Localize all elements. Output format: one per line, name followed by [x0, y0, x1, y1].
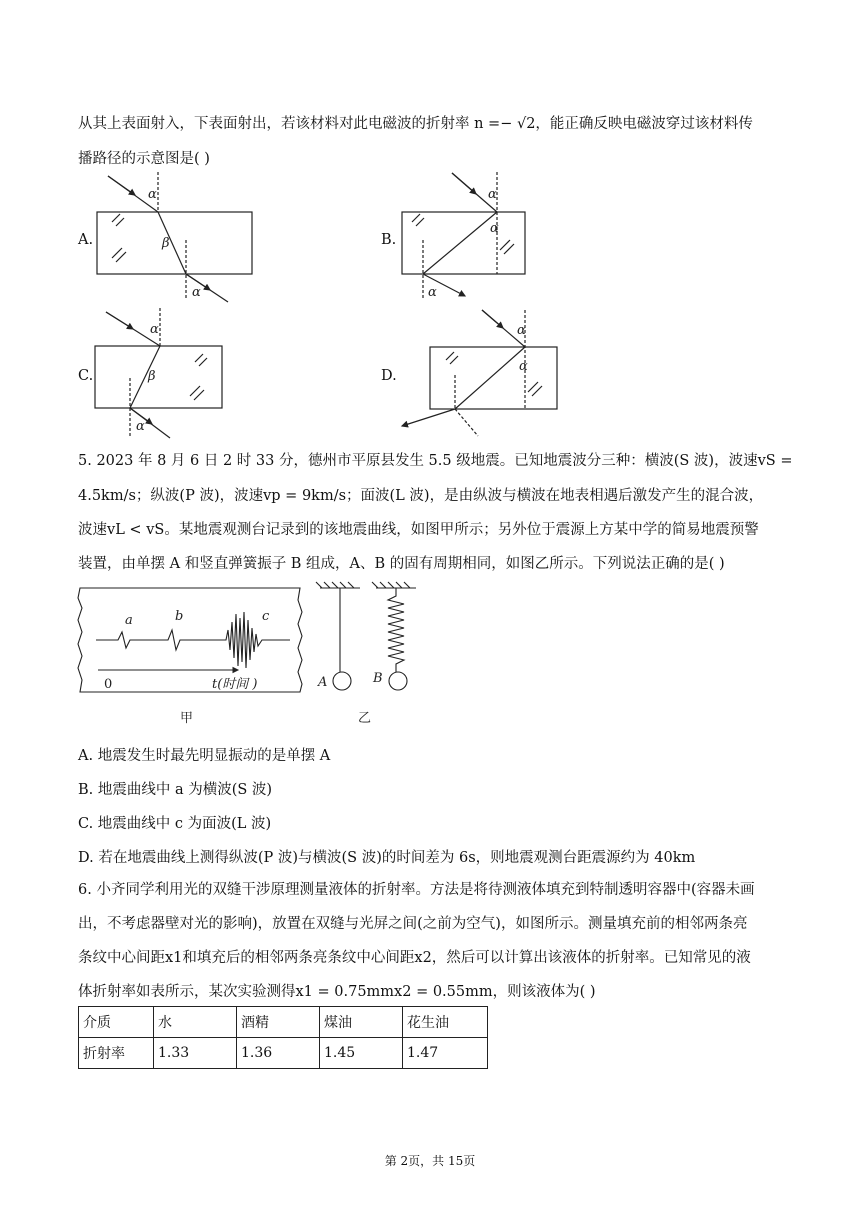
pendulum-a-label: A [318, 675, 328, 690]
table-cell: 煤油 [320, 1007, 403, 1038]
q4-option-d-label: D. [381, 368, 397, 384]
table-cell: 1.45 [320, 1038, 403, 1069]
q6-line-4: 体折射率如表所示，某次实验测得x1 = 0.75mmx2 = 0.55mm，则该液体为( ) [78, 984, 596, 1000]
q5-line-1: 5. 2023 年 8 月 6 日 2 时 33 分，德州市平原县发生 5.5 级地震。已知地震波分三种：横波(S 波)，波速vS = [78, 453, 793, 469]
diagram-d [402, 310, 557, 436]
time-axis-label: t(时间 ) [212, 677, 258, 692]
label-beta-a: β [162, 236, 170, 251]
table-cell: 1.47 [403, 1038, 488, 1069]
q5-line-4: 装置，由单摆 A 和竖直弹簧振子 B 组成，A、B 的固有周期相同，如图乙所示。下列说法正确的是( ) [78, 556, 725, 572]
q5-figure [70, 580, 420, 730]
page-footer: 第 2页，共 15页 [384, 1154, 476, 1168]
intro-line-1: 从其上表面射入，下表面射出，若该材料对此电磁波的折射率 n =− √2，能正确反映电磁波穿过该材料传 [78, 116, 753, 132]
label-beta-c: β [148, 369, 156, 384]
table-cell: 1.33 [154, 1038, 237, 1069]
q6-line-2: 出，不考虑器壁对光的影响)，放置在双缝与光屏之间(之前为空气)，如图所示。测量填充前的相邻两条亮 [78, 916, 748, 932]
label-alpha-b1: α [488, 187, 497, 202]
caption-jia: 甲 [180, 711, 194, 726]
label-alpha-d2: α [519, 359, 528, 374]
q5-option-c: C. 地震曲线中 c 为面波(L 波) [78, 816, 272, 832]
q6-line-1: 6. 小齐同学利用光的双缝干涉原理测量液体的折射率。方法是将待测液体填充到特制透明容器中(容器未画 [78, 882, 755, 898]
q5-option-a: A. 地震发生时最先明显振动的是单摆 A [78, 748, 331, 764]
intro-line-2: 播路径的示意图是( ) [78, 151, 210, 167]
q4-option-a-label: A. [78, 232, 94, 248]
caption-yi: 乙 [358, 711, 372, 726]
label-alpha-c1: α [150, 322, 159, 337]
table-cell: 折射率 [79, 1038, 154, 1069]
diagram-b [402, 172, 525, 300]
wave-label-b: b [175, 609, 184, 624]
label-alpha-b2: α [490, 221, 499, 236]
wave-label-c: c [262, 609, 270, 624]
q4-option-c-label: C. [78, 368, 94, 384]
label-alpha-c2: α [136, 419, 145, 434]
label-alpha-b3: α [428, 285, 437, 300]
table-cell: 水 [154, 1007, 237, 1038]
table-cell: 1.36 [237, 1038, 320, 1069]
q5-line-2: 4.5km/s；纵波(P 波)，波速vp = 9km/s；面波(L 波)，是由纵波与横波在地表相遇后激发产生的混合波， [78, 488, 764, 504]
spring-b-label: B [373, 671, 383, 686]
label-alpha-d1: α [517, 323, 526, 338]
q5-option-b: B. 地震曲线中 a 为横波(S 波) [78, 782, 273, 798]
table-header-row [79, 1007, 488, 1038]
q4-diagrams [0, 160, 600, 445]
diagram-a [97, 172, 252, 302]
label-alpha-a2: α [192, 285, 201, 300]
table-cell: 酒精 [237, 1007, 320, 1038]
q5-line-3: 波速vL < vS。某地震观测台记录到的该地震曲线，如图甲所示；另外位于震源上方某中学的简易地震预警 [78, 522, 759, 538]
refractive-index-table [78, 1006, 488, 1069]
wave-label-a: a [125, 613, 133, 628]
q4-option-b-label: B. [381, 232, 397, 248]
table-cell: 介质 [79, 1007, 154, 1038]
q6-line-3: 条纹中心间距x1和填充后的相邻两条亮条纹中心间距x2，然后可以计算出该液体的折射率。已知常见的液 [78, 950, 751, 966]
q5-option-d: D. 若在地震曲线上测得纵波(P 波)与横波(S 波)的时间差为 6s，则地震观测台距震源约为 40km [78, 850, 696, 866]
origin-label: 0 [104, 677, 113, 692]
table-row [79, 1038, 488, 1069]
table-cell: 花生油 [403, 1007, 488, 1038]
label-alpha-a1: α [148, 187, 157, 202]
